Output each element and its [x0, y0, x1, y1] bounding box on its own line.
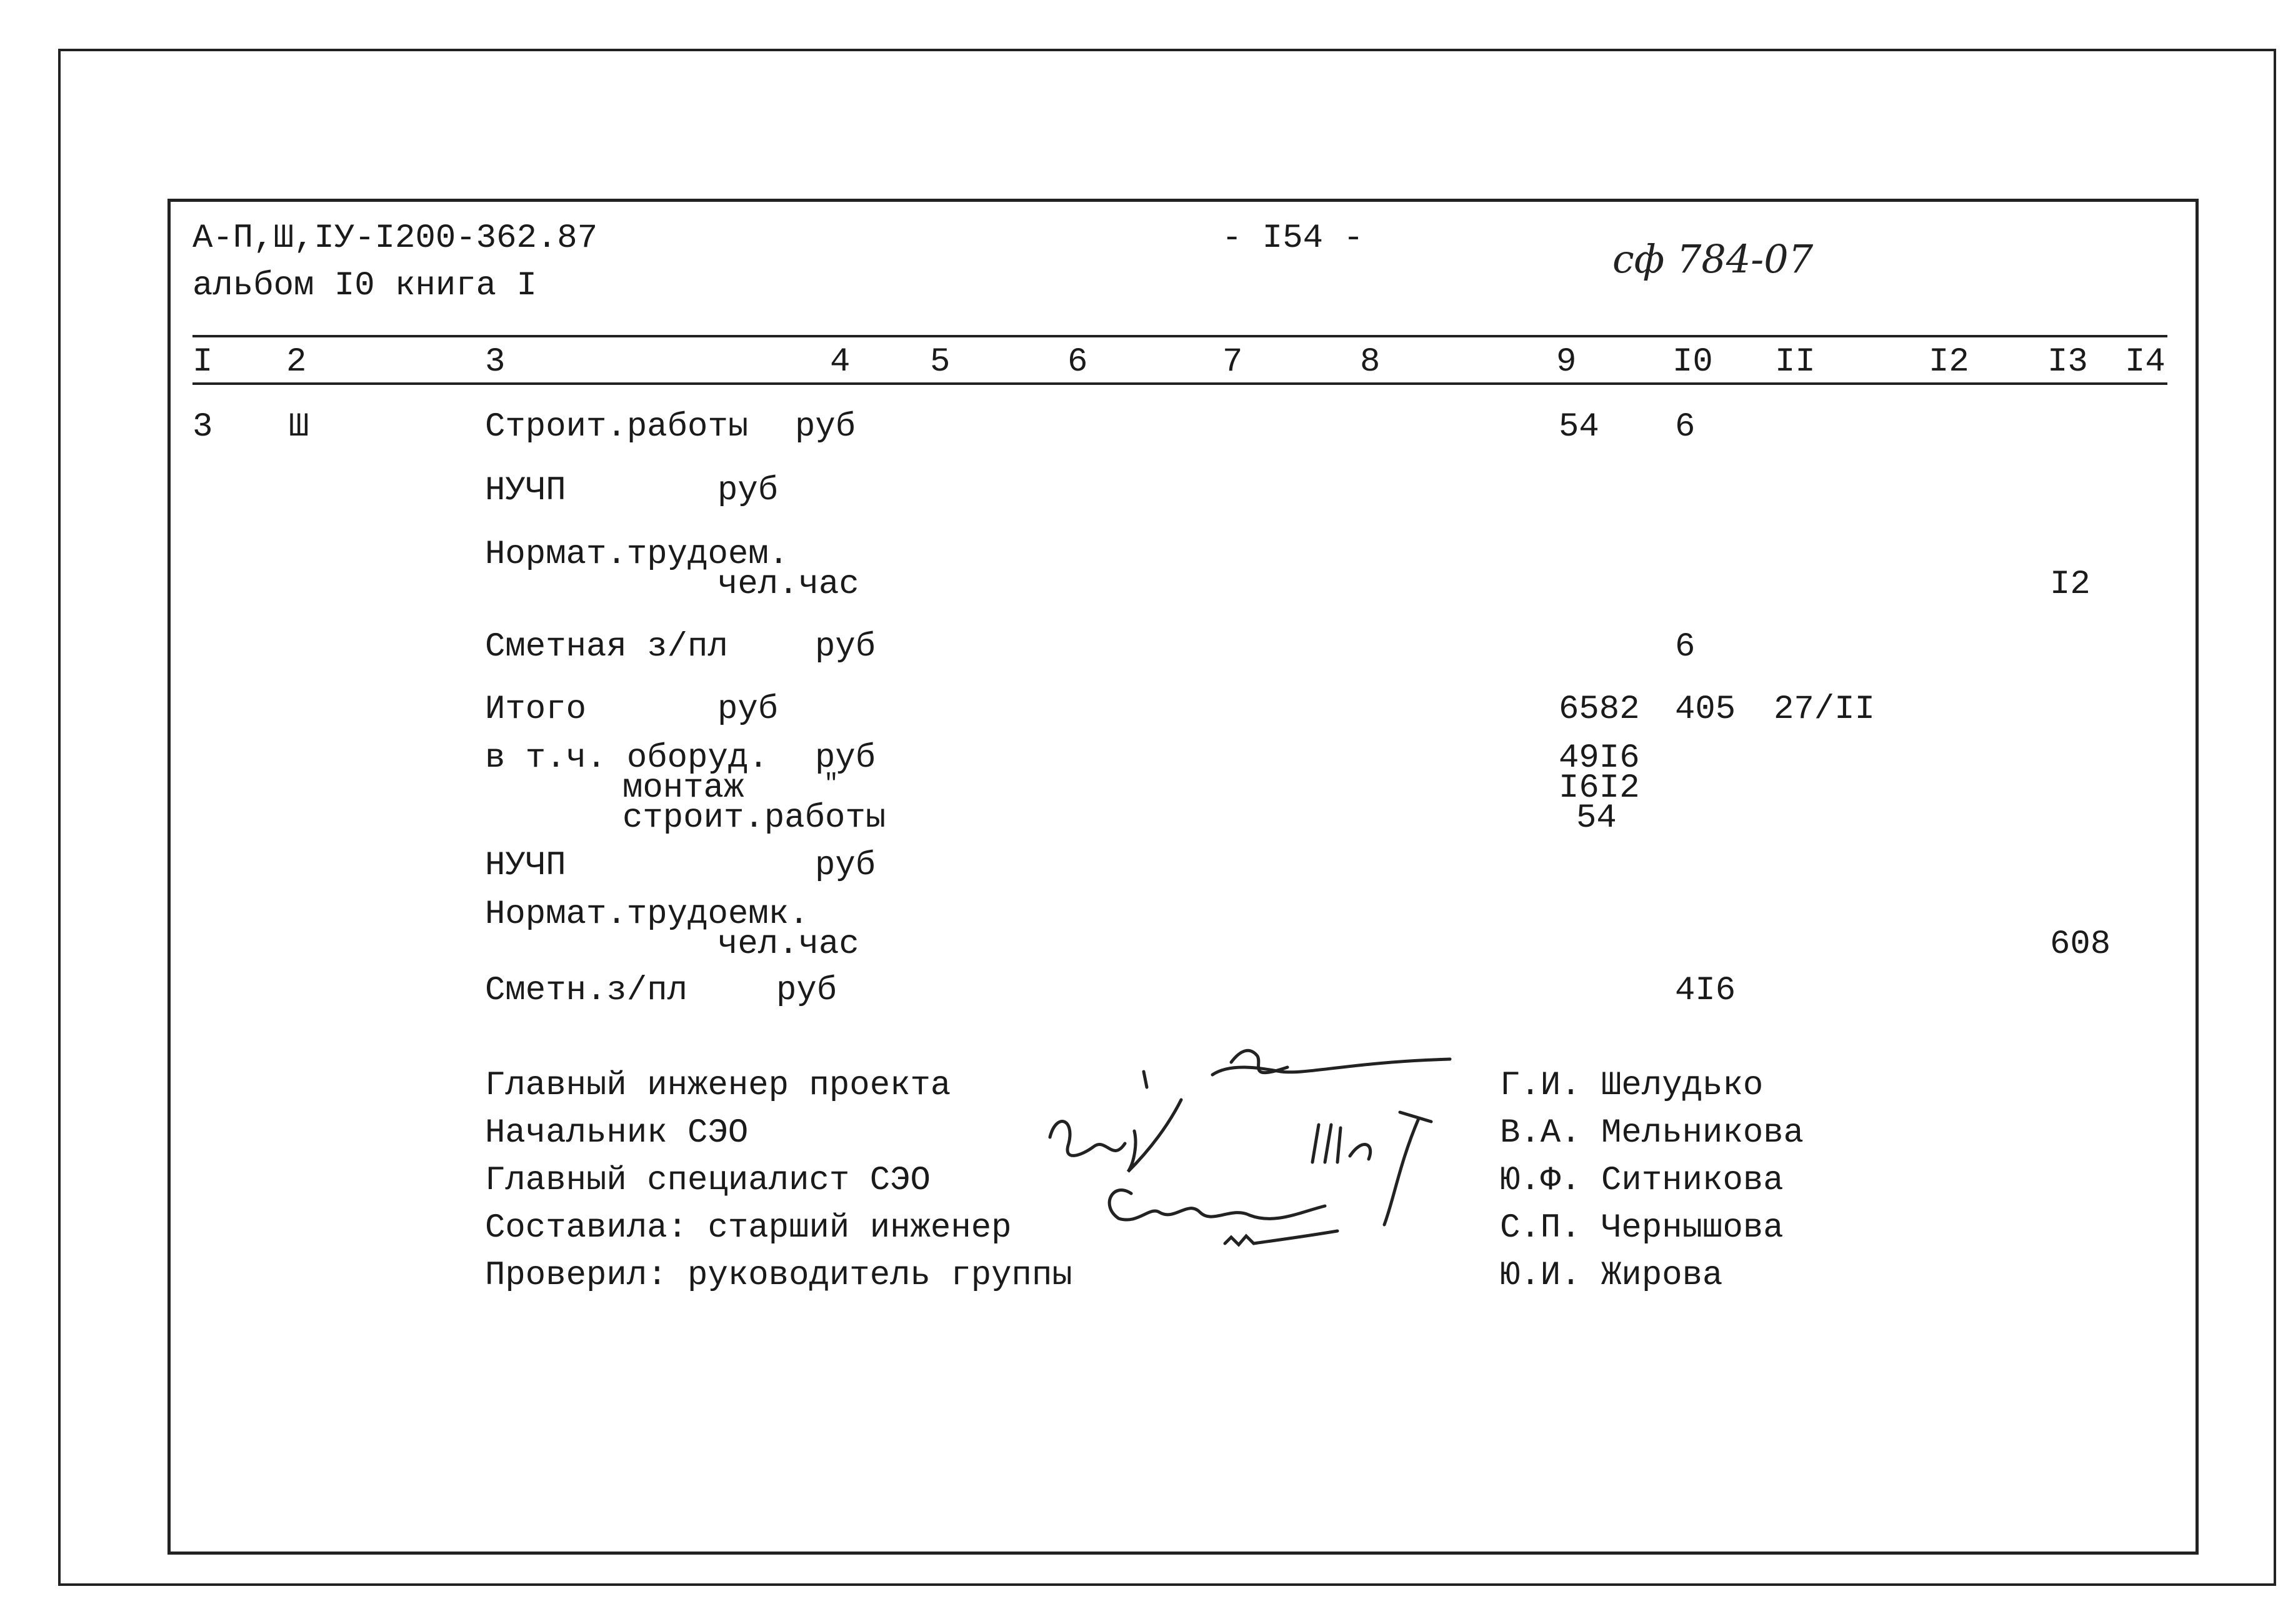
itogo-col9: 6582 [1559, 690, 1640, 729]
header-rule-bottom [192, 382, 2167, 385]
column-header: 3 [485, 343, 506, 381]
signatory-name: Ю.И. Жирова [1500, 1257, 1723, 1295]
stroit2-label: строит.работы [622, 799, 886, 837]
smet2-label: Сметн.з/пл [485, 972, 688, 1010]
montazh-label: монтаж [622, 769, 744, 807]
column-header: I3 [2047, 343, 2088, 381]
norm-col13: I2 [2050, 565, 2091, 604]
montazh-col9: I6I2 [1559, 769, 1640, 807]
column-header: 8 [1360, 343, 1381, 381]
handwritten-signatures [1025, 1037, 1462, 1312]
smet2-col10: 4I6 [1675, 972, 1736, 1010]
column-header: II [1775, 343, 1816, 381]
signatory-name: Г.И. Шелудько [1500, 1067, 1764, 1105]
vtch-unit: руб [815, 739, 876, 777]
row-number: 3 [192, 408, 213, 446]
column-header: 6 [1067, 343, 1088, 381]
column-header: 7 [1222, 343, 1243, 381]
signatory-role: Проверил: руководитель группы [485, 1257, 1072, 1295]
montazh-ditto: " [824, 770, 839, 799]
norm2-col13: 608 [2050, 925, 2111, 964]
nuchp2-label: НУЧП [485, 847, 566, 885]
column-header: I [192, 343, 213, 381]
vtch-col9: 49I6 [1559, 739, 1640, 777]
norm2-unit: чел.час [717, 925, 859, 964]
itogo-label: Итого [485, 690, 587, 729]
header-rule-top [192, 335, 2167, 337]
norm-unit: чел.час [717, 565, 859, 604]
stroit-col9: 54 [1559, 408, 1599, 446]
signatory-name: Ю.Ф. Ситникова [1500, 1162, 1784, 1200]
row-category: Ш [289, 408, 309, 446]
norm2-label: Нормат.трудоемк. [485, 895, 809, 934]
signatory-role: Составила: старший инженер [485, 1209, 1012, 1247]
signatory-role: Начальник СЭО [485, 1114, 749, 1152]
nuchp-unit: руб [717, 472, 779, 510]
nuchp2-unit: руб [815, 847, 876, 885]
stroit-col10: 6 [1675, 408, 1696, 446]
document-frame [167, 199, 2199, 1555]
signatory-name: В.А. Мельникова [1500, 1114, 1804, 1152]
stroit2-col9: 54 [1576, 799, 1617, 837]
column-header: I2 [1929, 343, 1969, 381]
column-header: 5 [930, 343, 951, 381]
nuchp-label: НУЧП [485, 472, 566, 510]
album-label: альбом I0 книга I [192, 267, 537, 305]
smet-col10: 6 [1675, 628, 1696, 666]
signatory-role: Главный инженер проекта [485, 1067, 951, 1105]
signatory-name: С.П. Чернышова [1500, 1209, 1784, 1247]
page-number: - I54 - [1222, 219, 1364, 257]
signatory-role: Главный специалист СЭО [485, 1162, 931, 1200]
column-header: 4 [830, 343, 851, 381]
handwritten-code: сф 784-07 [1612, 236, 1814, 282]
vtch-label: в т.ч. оборуд. [485, 739, 769, 777]
smet2-unit: руб [776, 972, 837, 1010]
smet-label: Сметная з/пл [485, 628, 728, 666]
column-header: I0 [1672, 343, 1713, 381]
itogo-unit: руб [717, 690, 779, 729]
itogo-col11: 27/II [1774, 690, 1876, 729]
smet-unit: руб [815, 628, 876, 666]
document-code: А-П,Ш,IУ-I200-362.87 [192, 219, 598, 257]
column-header: I4 [2125, 343, 2166, 381]
stroit-unit: руб [795, 408, 856, 446]
stroit-label: Строит.работы [485, 408, 749, 446]
itogo-col10: 405 [1675, 690, 1736, 729]
column-header: 9 [1556, 343, 1577, 381]
norm-label: Нормат.трудоем. [485, 536, 789, 574]
column-header: 2 [286, 343, 307, 381]
